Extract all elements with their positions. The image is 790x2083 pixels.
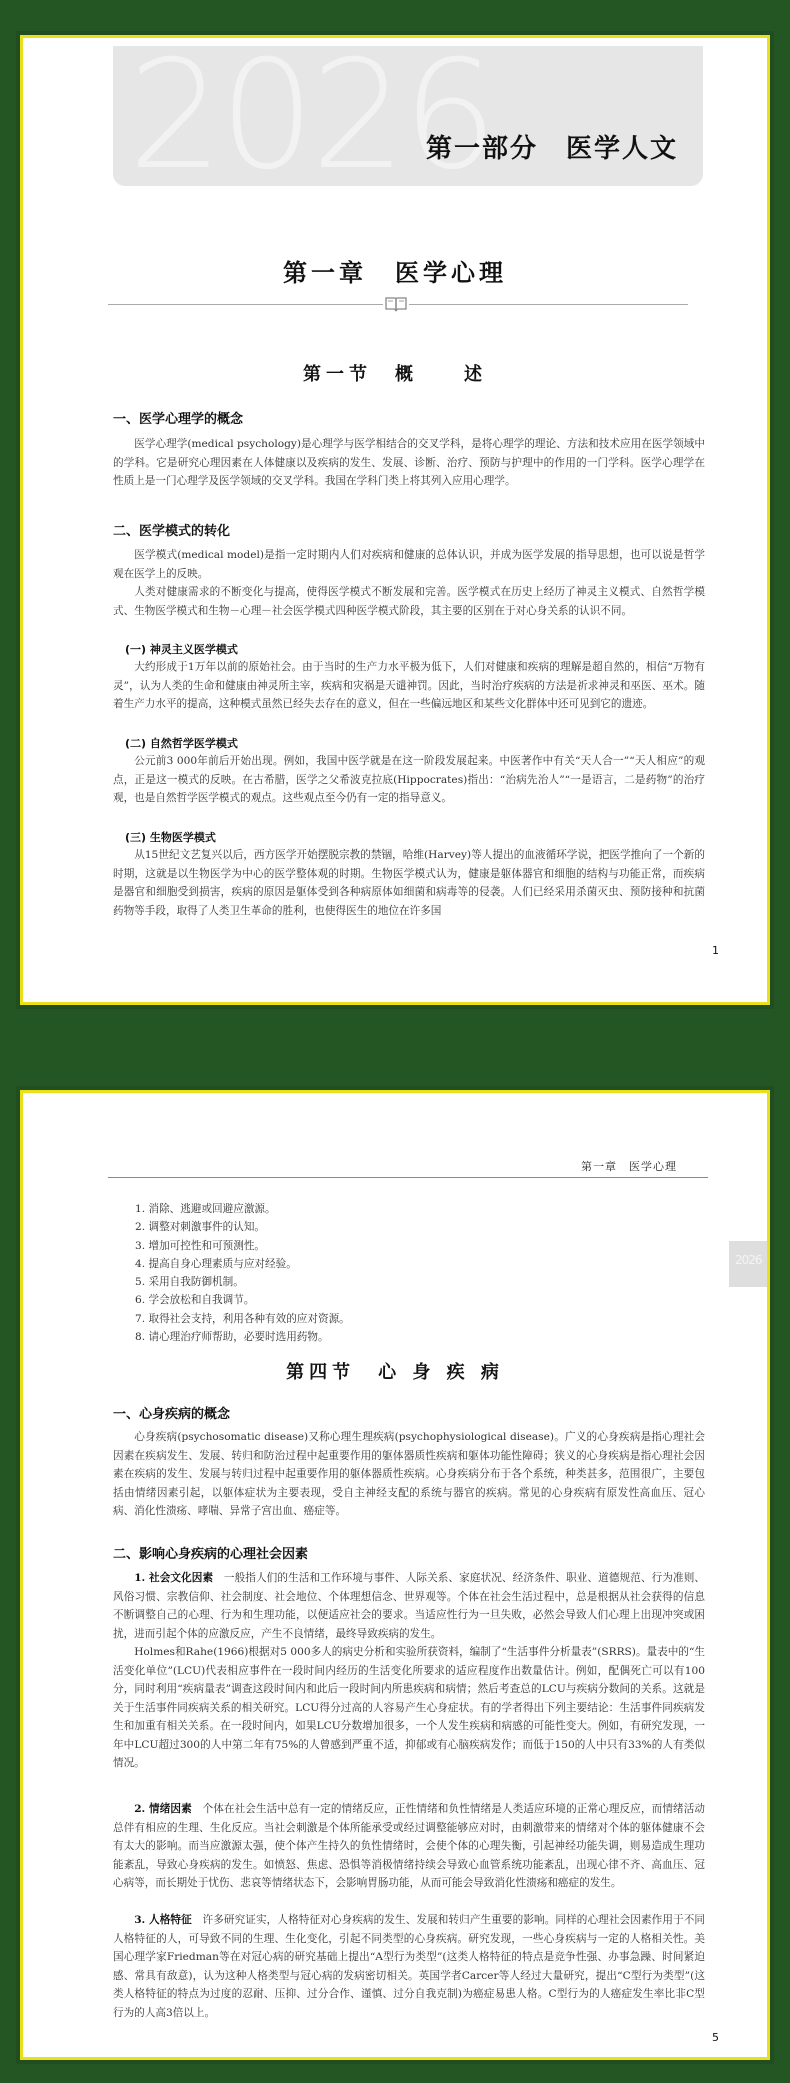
paragraph-psychosomatic-concept: 心身疾病(psychosomatic disease)又称心理生理疾病(psychophysiological disease)。广义的心身疾病是指心理社会因素在疾病发生、发展、转归和防治过程中起重要作用的躯体器质性疾病和躯体功能性障碍；狭义的心身疾病是指心理社会因素在疾病的发生、发展与转归过程中起重要作用的躯体器质性疾病。心身疾病分布于各个系统，种类甚多，范围很广，主要包括由情绪因素引起，以躯体症状为主要表现，受自主神经支配的系统与器官的疾病。常见的心身疾病有原发性高血压、冠心病、消化性溃疡、哮喘、异常子宫出血、癌症等。 xyxy=(113,1431,705,1517)
heading-bio-model: (三) 生物医学模式 xyxy=(125,831,216,844)
lead-social: 1. 社会文化因素 xyxy=(134,1572,214,1584)
lead-emotion: 2. 情绪因素 xyxy=(134,1803,192,1815)
section-title: 第四节 心 身 疾 病 xyxy=(286,1362,504,1383)
paragraph-emotion xyxy=(113,1800,705,1893)
header-rule xyxy=(108,1177,708,1178)
list-item: 6. 学会放松和自我调节。 xyxy=(135,1294,255,1307)
paragraph-concept: 医学心理学(medical psychology)是心理学与医学相结合的交叉学科，是将心理学的理论、方法和技术应用在医学领域中的学科。它是研究心理因素在人体健康以及疾病的发生、发展、诊断、治疗、预防与护理中的作用的一门学科。医学心理学在性质上是一门心理学及医学领域的交叉学科。我国在学科门类上将其列入应用心理学。 xyxy=(113,438,705,487)
chapter-title: 第一章 医学心理 xyxy=(283,259,507,287)
heading-psychosomatic-concept: 一、心身疾病的概念 xyxy=(113,1407,231,1422)
section-title: 第一节 概 述 xyxy=(303,364,487,385)
paragraph-models-1: 医学模式(medical model)是指一定时期内人们对疾病和健康的总体认识，并成为医学发展的指导思想，也可以说是哲学观在医学上的反映。 xyxy=(113,549,705,580)
page-1 xyxy=(20,35,770,1005)
part-banner xyxy=(113,46,703,186)
list-item: 7. 取得社会支持，利用各种有效的应对资源。 xyxy=(135,1312,350,1325)
paragraph-natural-model: 公元前3 000年前后开始出现。例如，我国中医学就是在这一阶段发展起来。中医著作中有关“天人合一”“天人相应”的观点，正是这一模式的反映。在古希腊，医学之父希波克拉底(Hippocrates)指出：“治病先治人”“一是语言，二是药物”的治疗观，也是自然哲学医学模式的观点。这些观点至今仍有一定的指导意义。 xyxy=(113,755,705,804)
paragraph-bio-model: 从15世纪文艺复兴以后，西方医学开始摆脱宗教的禁锢，哈维(Harvey)等人提出的血液循环学说，把医学推向了一个新的时期，这就是以生物医学为中心的医学整体观的时期。生物医学模式认为，健康是躯体器官和细胞的结构与功能正常，而疾病是器官和细胞受到损害，疾病的原因是躯体受到各种病原体如细菌和病毒等的侵袭。人们已经采用杀菌灭虫、预防接种和抗菌药物等手段，取得了人类卫生革命的胜利，也使得医生的地位在许多国 xyxy=(113,849,705,917)
list-item: 5. 采用自我防御机制。 xyxy=(135,1276,244,1289)
paragraph-srrs: Holmes和Rahe(1966)根据对5 000多人的病史分析和实验所获资料，编制了“生活事件分析量表”(SRRS)。量表中的“生活变化单位”(LCU)代表相应事件在一段时间内经历的生活变化所要求的适应程度作出数量估计。例如，配偶死亡可以有100分，同时利用“疾病量表”调查这段时间内和此后一段时间内所患疾病和病情；然后考查总的LCU与疾病分数间的关系。这就是关于生活事件同疾病关系的相关研究。LCU得分过高的人容易产生心身症状。有的学者得出下列主要结论：生活事件同疾病发生和加重有相关关系。在一段时间内，如果LCU分数增加很多，一个人发生疾病和病感的可能性变大。例如，有研究发现，一年中LCU超过300的人中第二年有75%的人曾感到严重不适，抑郁或有心脑疾病发作；而低于150的人中只有33%的人有类似情况。 xyxy=(113,1646,705,1769)
lead-personality: 3. 人格特征 xyxy=(134,1914,192,1926)
text-personality: 许多研究证实，人格特征对心身疾病的发生、发展和转归产生重要的影响。同样的心理社会因素作用于不同人格特征的人，可导致不同的生理、生化变化，引起不同类型的心身疾病。研究发现，一些心身疾病与一定的人格相关性。美国心理学家Friedman等在对冠心病的研究基础上提出“A型行为类型”(这类人格特征的特点是竞争性强、办事急躁、时间紧迫感、常具有敌意)，认为这种人格类型与冠心病的发病密切相关。英国学者Carcer等人经过大量研究，提出“C型行为类型”(这类人格特征的特点为过度的忍耐、压抑、过分合作、谨慎、过分自我克制)为癌症易患人格。C型行为的人癌症发生率比非C型行为的人高3倍以上。 xyxy=(113,1914,706,2019)
part-title: 第一部分 医学人文 xyxy=(425,134,678,164)
corner-tab xyxy=(729,1241,767,1287)
corner-year-watermark: 2026 xyxy=(735,1253,762,1267)
heading-spirit-model: (一) 神灵主义医学模式 xyxy=(125,643,238,656)
running-header: 第一章 医学心理 xyxy=(581,1160,677,1173)
list-item: 1. 消除、逃避或回避应激源。 xyxy=(135,1203,276,1215)
text-social: 一般指人们的生活和工作环境与事件、人际关系、家庭状况、经济条件、职业、道德规范、行为准则、风俗习惯、宗教信仰、社会制度、社会地位、个体理想信念、世界观等。个体在社会生活过程中，总是根据从社会获得的信息不断调整自己的心理、行为和生理功能，以便适应社会的要求。当适应性行为一旦失败，必然会导致人们心理上出现冲突或困扰，进而引起个体的应激反应，产生不良情绪，最终导致疾病的发生。 xyxy=(113,1572,706,1640)
paragraph-spirit-model: 大约形成于1万年以前的原始社会。由于当时的生产力水平极为低下，人们对健康和疾病的理解是超自然的，相信“万物有灵”，认为人类的生命和健康由神灵所主宰，疾病和灾祸是天谴神罚。因此，当时治疗疾病的方法是祈求神灵和巫医、巫术。随着生产力水平的提高，这种模式虽然已经失去存在的意义，但在一些偏远地区和某些文化群体中还可见到它的遗迹。 xyxy=(113,661,705,710)
heading-factors: 二、影响心身疾病的心理社会因素 xyxy=(113,1547,309,1562)
paragraph-personality xyxy=(113,1911,705,2022)
page-number: 1 xyxy=(712,944,719,957)
paragraph-models-2: 人类对健康需求的不断变化与提高，使得医学模式不断发展和完善。医学模式在历史上经历了神灵主义模式、自然哲学模式、生物医学模式和生物－心理－社会医学模式四种医学模式阶段，其主要的区别在于对心身关系的认识不同。 xyxy=(113,586,705,617)
heading-concept: 一、医学心理学的概念 xyxy=(113,412,244,427)
list-item: 4. 提高自身心理素质与应对经验。 xyxy=(135,1257,297,1270)
banner-year-watermark: 2026 xyxy=(128,46,494,186)
list-item: 3. 增加可控性和可预测性。 xyxy=(135,1239,266,1252)
text-emotion: 个体在社会生活中总有一定的情绪反应，正性情绪和负性情绪是人类适应环境的正常心理反应，而情绪活动总伴有相应的生理、生化反应。当社会刺激是个体所能承受或经过调整能够应对时，由刺激带来的情绪对个体的躯体健康不会有太大的影响。而当应激源太强，使个体产生持久的负性情绪时，会使个体的心理失衡，引起神经功能失调，则易造成生理功能紊乱，导致心身疾病的发生。如愤怒、焦虑、恐惧等消极情绪持续会导致心血管系统功能紊乱，出现心律不齐、高血压、冠心病等，而长期处于忧伤、悲哀等情绪状态下，会影响胃肠功能，从而可能会导致消化性溃疡和癌症的发生。 xyxy=(113,1803,706,1889)
paragraph-social-factors xyxy=(113,1569,705,1643)
heading-natural-model: (二) 自然哲学医学模式 xyxy=(125,737,238,750)
book-icon xyxy=(383,295,409,313)
heading-models: 二、医学模式的转化 xyxy=(113,524,231,539)
page-number: 5 xyxy=(712,2031,719,2044)
coping-list xyxy=(135,1200,350,1346)
page-5 xyxy=(20,1090,770,2060)
list-item: 8. 请心理治疗师帮助，必要时选用药物。 xyxy=(135,1331,329,1344)
list-item: 2. 调整对刺激事件的认知。 xyxy=(135,1221,266,1234)
